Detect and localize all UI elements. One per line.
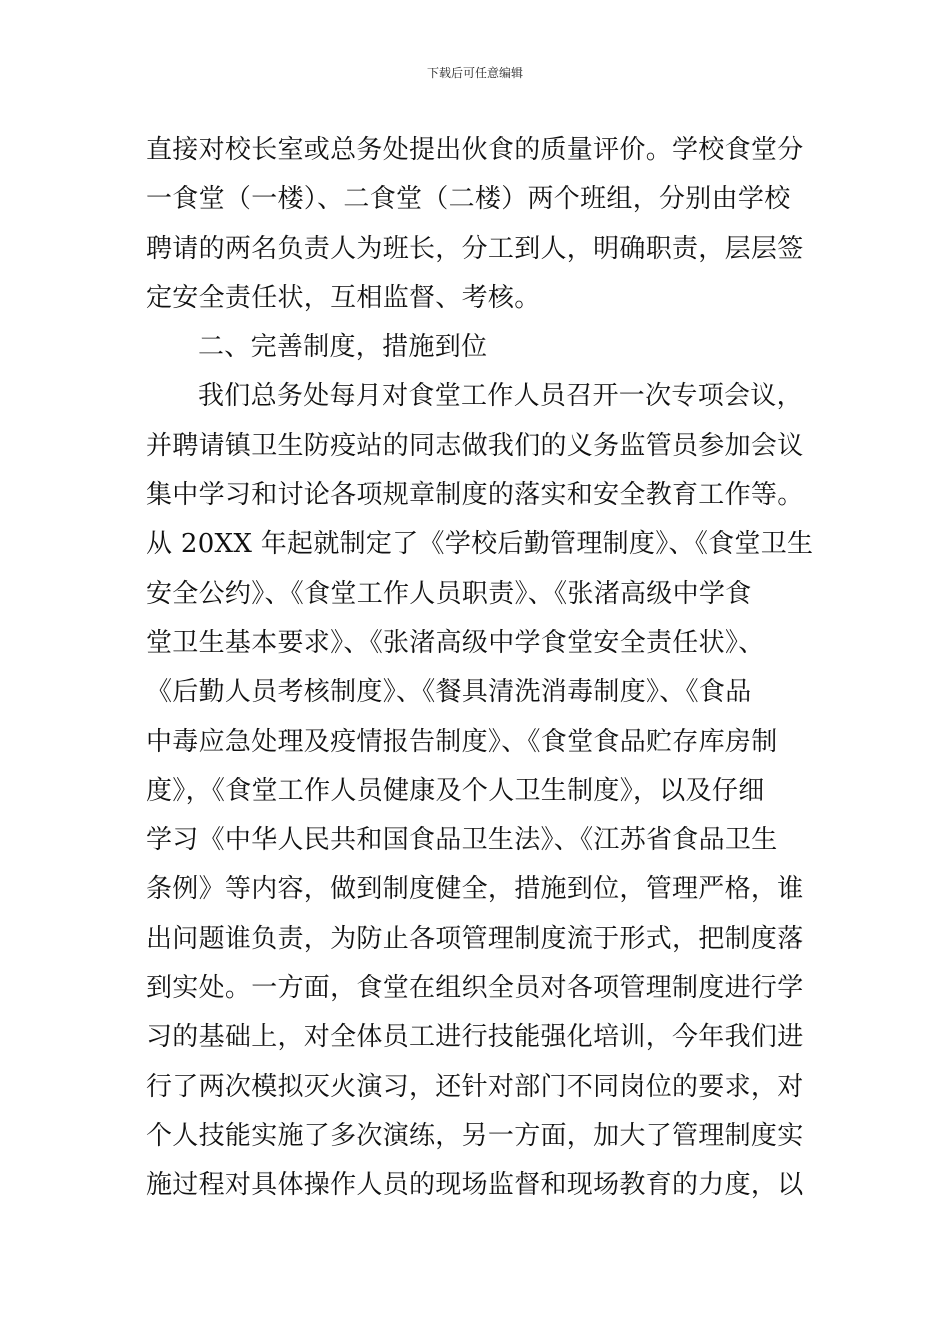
- text-line: 直接对校长室或总务处提出伙食的质量评价。学校食堂分: [146, 135, 804, 165]
- section-heading: 二、完善制度，措施到位: [198, 332, 488, 363]
- text-line: 《后勤人员考核制度》、《餐具清洗消毒制度》、《食品: [146, 677, 752, 708]
- text-line: 聘请的两名负责人为班长，分工到人，明确职责，层层签: [146, 233, 804, 264]
- text-line: 堂卫生基本要求》、《张渚高级中学食堂安全责任状》、: [146, 627, 765, 658]
- text-line: 条例》等内容，做到制度健全，措施到位，管理严格，谁: [146, 874, 804, 905]
- text-line: 定安全责任状，互相监督、考核。: [146, 282, 541, 313]
- text-line: 安全公约》、《食堂工作人员职责》、《张渚高级中学食: [146, 578, 752, 609]
- document-body: [146, 126, 816, 1211]
- text-line: 个人技能实施了多次演练，另一方面，加大了管理制度实: [146, 1120, 804, 1151]
- text-line: 习的基础上，对全体员工进行技能强化培训，今年我们进: [146, 1022, 804, 1053]
- text-line: 我们总务处每月对食堂工作人员召开一次专项会议，: [198, 381, 803, 412]
- text-line: 出问题谁负责，为防止各项管理制度流于形式，把制度落: [146, 923, 804, 954]
- text-line: 到实处。一方面，食堂在组织全员对各项管理制度进行学: [146, 973, 804, 1004]
- text-line: 从 20XX 年起就制定了《学校后勤管理制度》、《食堂卫生: [146, 529, 814, 560]
- text-line: 一食堂（一楼）、二食堂（二楼）两个班组，分别由学校: [146, 184, 791, 215]
- text-line: 施过程对具体操作人员的现场监督和现场教育的力度，以: [146, 1170, 804, 1201]
- text-line: 学习《中华人民共和国食品卫生法》、《江苏省食品卫生: [146, 825, 778, 856]
- text-line: 行了两次模拟灭火演习，还针对部门不同岗位的要求，对: [146, 1071, 804, 1102]
- text-line: 度》，《食堂工作人员健康及个人卫生制度》，以及仔细: [146, 775, 765, 806]
- text-line: 并聘请镇卫生防疫站的同志做我们的义务监管员参加会议: [146, 430, 804, 461]
- text-line: 中毒应急处理及疫情报告制度》、《食堂食品贮存库房制: [146, 726, 778, 757]
- text-line: 集中学习和讨论各项规章制度的落实和安全教育工作等。: [146, 480, 804, 511]
- page-header: 下载后可任意编辑: [426, 66, 523, 80]
